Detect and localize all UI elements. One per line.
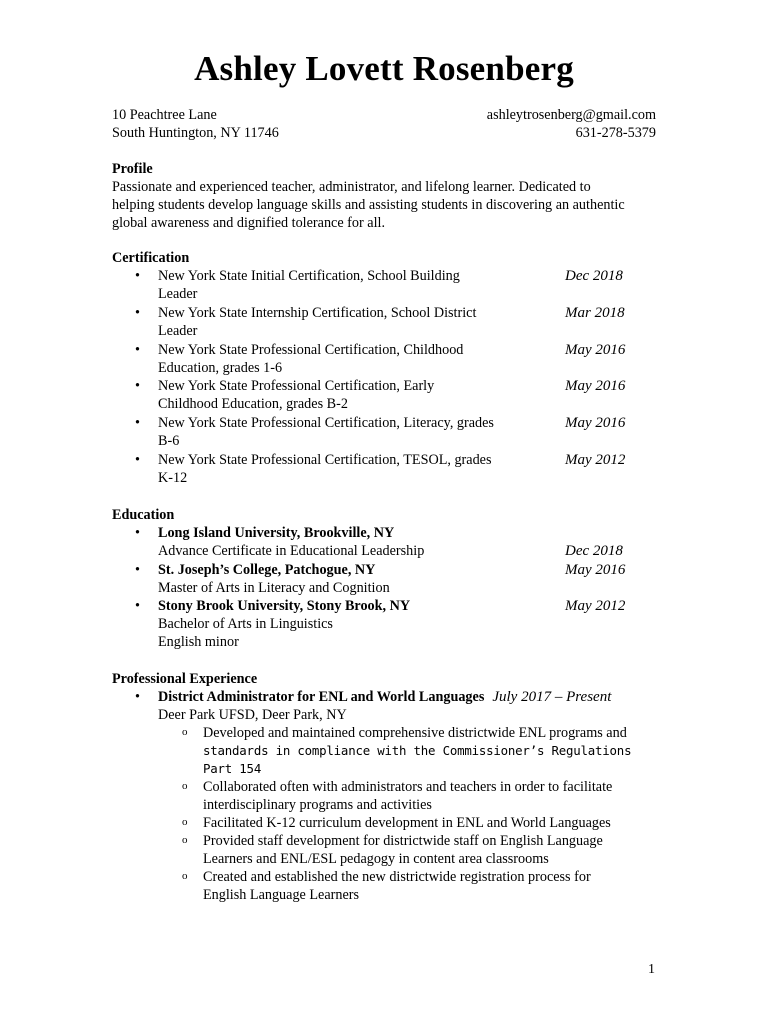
education-date: Dec 2018	[565, 543, 623, 559]
resume-name: Ashley Lovett Rosenberg	[194, 49, 574, 88]
profile-heading: Profile	[112, 161, 153, 177]
duty-line: o Facilitated K-12 curriculum development in ENL and World Languages	[203, 815, 611, 831]
duty-line: English Language Learners	[203, 887, 360, 903]
address-line-1: 10 Peachtree Lane	[112, 107, 217, 123]
degree: Master of Arts in Literacy and Cognition	[158, 580, 390, 596]
cert-date: May 2016	[565, 378, 626, 394]
profile-section	[112, 160, 656, 232]
experience-list	[112, 688, 656, 904]
duties-list	[158, 724, 656, 904]
minor: English minor	[158, 634, 239, 650]
education-date: May 2016	[565, 562, 626, 578]
list-item	[112, 304, 656, 340]
list-item	[112, 524, 656, 560]
job-role: District Administrator for ENL and World Languages	[158, 689, 485, 705]
phone: 631-278-5379	[575, 125, 656, 141]
list-item	[112, 451, 656, 487]
page-number: 1	[648, 962, 655, 977]
education-list	[112, 524, 656, 651]
cert-date: Dec 2018	[565, 268, 623, 284]
list-item	[112, 377, 656, 413]
school-name: • Long Island University, Brookville, NY	[158, 525, 395, 541]
list-item	[112, 561, 656, 597]
cert-date: May 2016	[565, 342, 626, 358]
list-item	[112, 341, 656, 377]
education-heading: Education	[112, 507, 175, 523]
profile-text: Passionate and experienced teacher, administrator, and lifelong learner. Dedicated to helping students develop language skills and assisting students in discovering an authentic global awareness and dignified tolerance for all.	[112, 179, 625, 231]
cert-date: Mar 2018	[565, 305, 625, 321]
list-item	[158, 724, 656, 778]
duty-line: interdisciplinary programs and activities	[203, 797, 432, 813]
education-section	[112, 506, 656, 651]
school-name: • Stony Brook University, Stony Brook, NY	[158, 598, 411, 614]
list-item	[112, 688, 656, 904]
cert-text: • New York State Initial Certification, School Building Leader	[158, 268, 460, 302]
list-item	[112, 597, 656, 651]
school-name: • St. Joseph’s College, Patchogue, NY	[158, 562, 376, 578]
duty-line: o Provided staff development for districtwide staff on English Language	[203, 833, 603, 849]
cert-text: • New York State Professional Certification, Childhood Education, grades 1-6	[158, 342, 464, 376]
email: ashleytrosenberg@gmail.com	[486, 107, 656, 123]
cert-text: • New York State Internship Certification, School District Leader	[158, 305, 477, 339]
list-item	[112, 414, 656, 450]
degree: Bachelor of Arts in Linguistics	[158, 616, 333, 632]
list-item	[158, 868, 656, 904]
list-item	[112, 267, 656, 303]
certification-heading: Certification	[112, 250, 190, 266]
cert-text: • New York State Professional Certification, Early Childhood Education, grades B-2	[158, 378, 435, 412]
experience-section	[112, 670, 656, 904]
job-dates: July 2017 – Present	[492, 689, 612, 705]
cert-date: May 2012	[565, 452, 626, 468]
duty-line: o Collaborated often with administrators and teachers in order to facilitate	[203, 779, 613, 795]
list-item	[158, 832, 656, 868]
cert-text: • New York State Professional Certification, Literacy, grades B-6	[158, 415, 494, 449]
list-item	[158, 778, 656, 814]
certification-section	[112, 249, 656, 487]
education-date: May 2012	[565, 598, 626, 614]
address-line-2: South Huntington, NY 11746	[112, 125, 279, 141]
cert-date: May 2016	[565, 415, 626, 431]
job-organization: Deer Park UFSD, Deer Park, NY	[158, 707, 347, 723]
degree: Advance Certificate in Educational Leadership	[158, 543, 425, 559]
cert-text: • New York State Professional Certification, TESOL, grades K-12	[158, 452, 492, 486]
experience-heading: Professional Experience	[112, 671, 258, 687]
list-item	[158, 814, 656, 832]
duty-line: standards in compliance with the Commissioner’s Regulations Part 154	[203, 743, 632, 776]
duty-line: o Created and established the new districtwide registration process for	[203, 869, 591, 885]
duty-line: Learners and ENL/ESL pedagogy in content area classrooms	[203, 851, 549, 867]
certification-list	[112, 267, 656, 487]
contact-block	[112, 106, 656, 142]
duty-line: o Developed and maintained comprehensive districtwide ENL programs and	[203, 725, 627, 741]
